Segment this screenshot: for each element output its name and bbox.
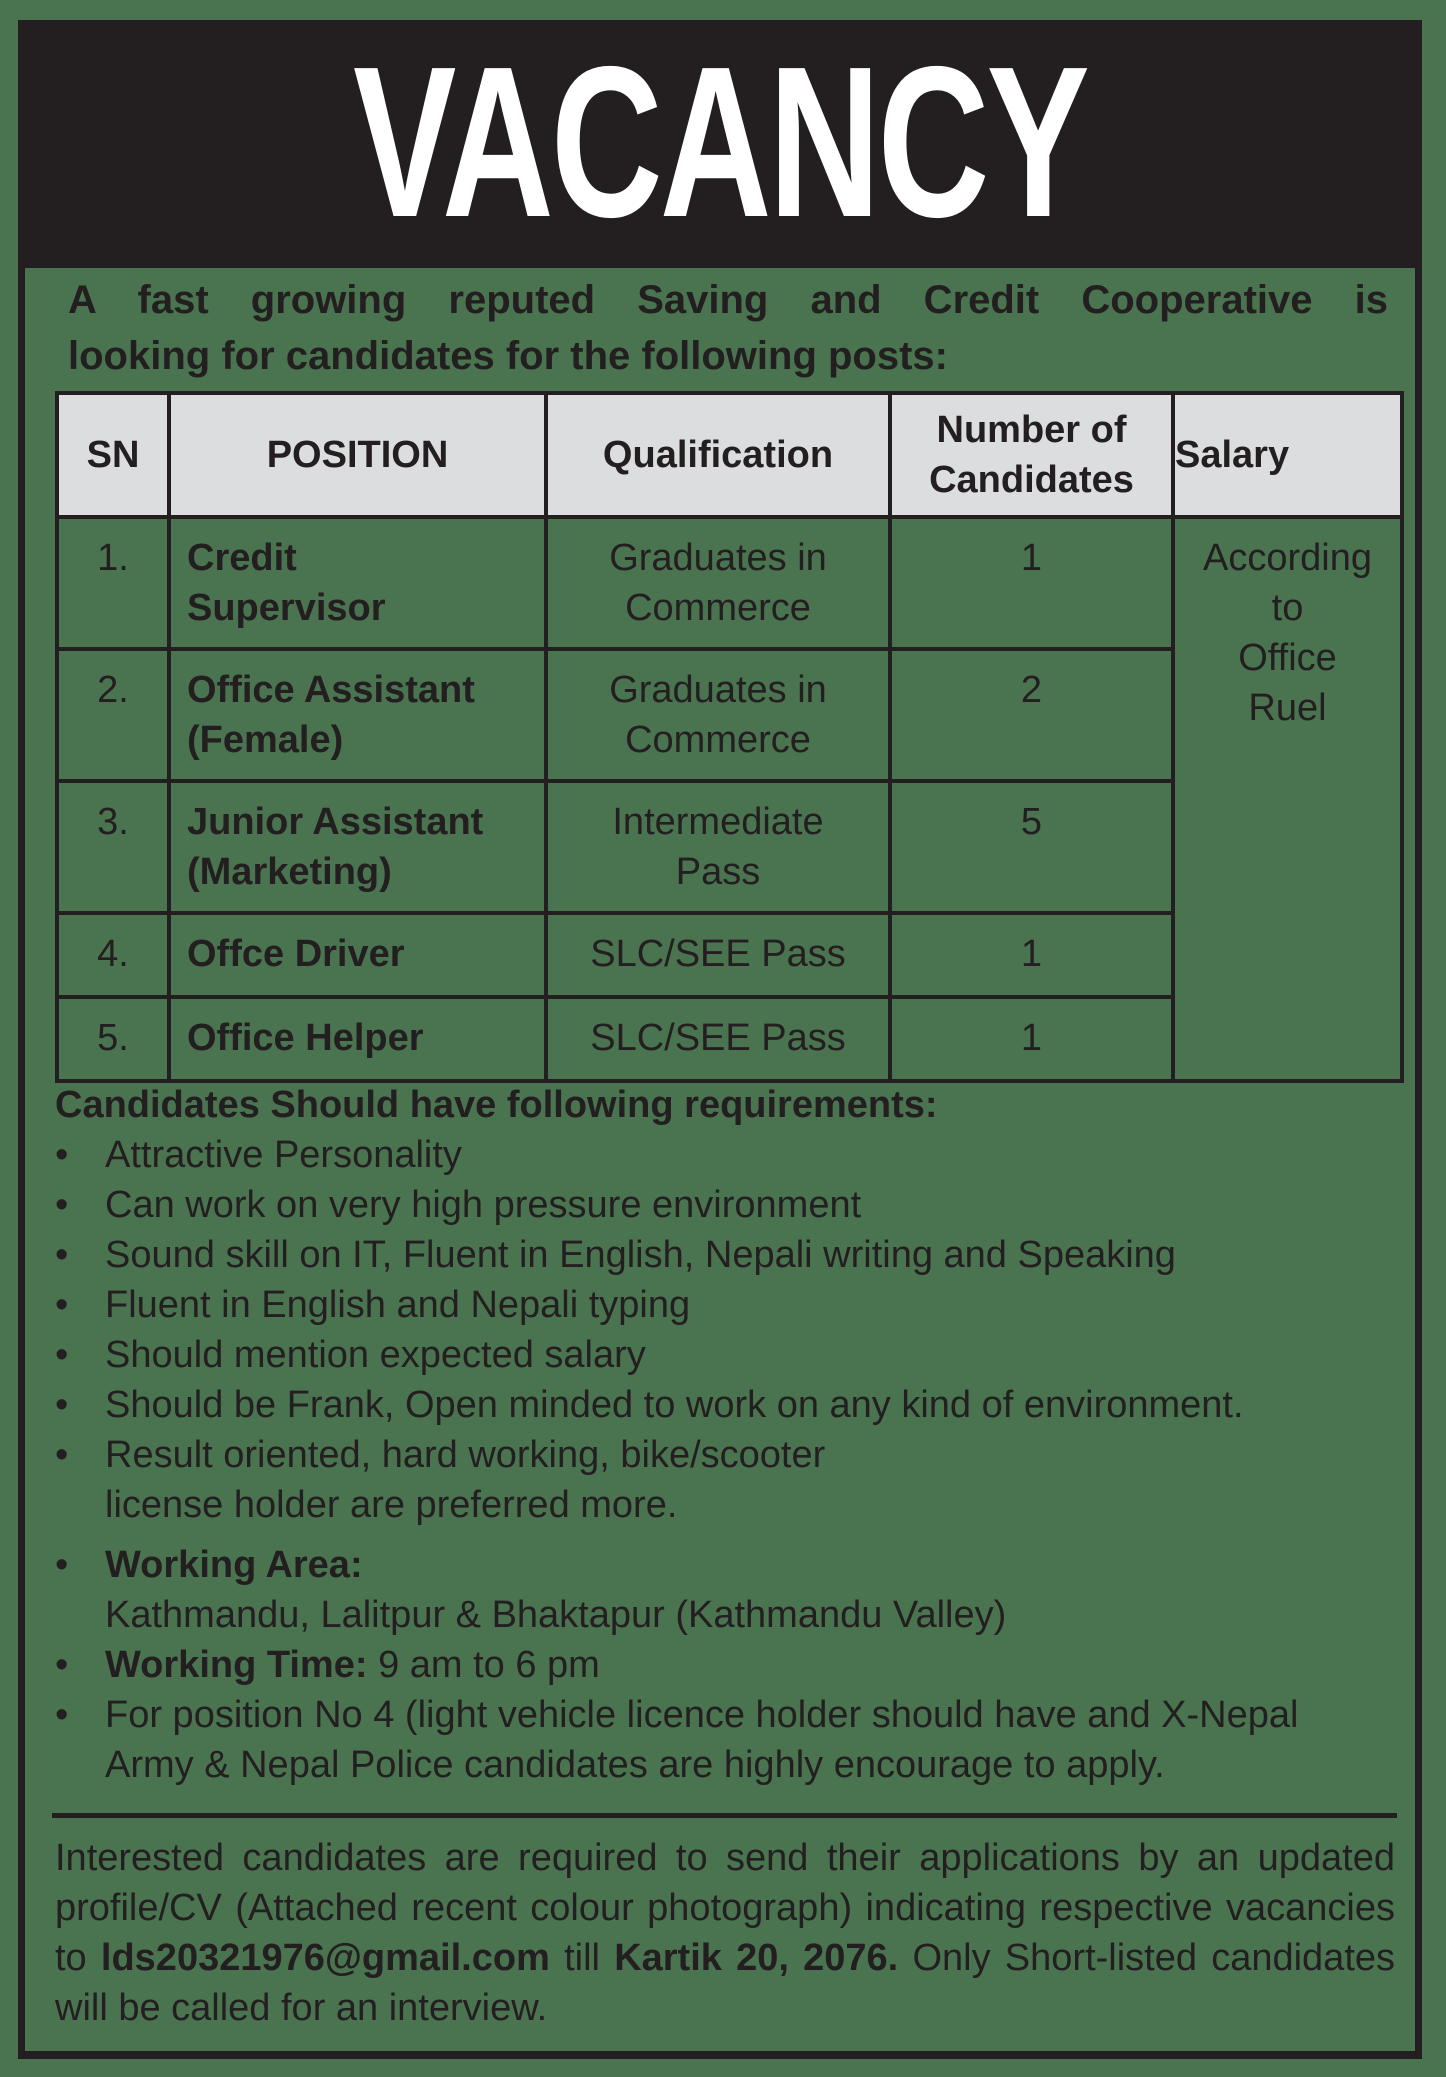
row-qualification: [546, 781, 890, 913]
requirement-text: Can work on very high pressure environment: [105, 1184, 862, 1226]
salary-line-2: to: [1271, 587, 1304, 629]
deadline-date: Kartik 20, 2076.: [614, 1937, 899, 1979]
list-item-working-time: [55, 1640, 1405, 1690]
row-qualification: [546, 517, 890, 649]
row-sn: 5.: [57, 997, 169, 1081]
list-item-working-area: [55, 1540, 1405, 1640]
position-line-1: Credit: [187, 537, 297, 579]
row-qualification: SLC/SEE Pass: [546, 913, 890, 997]
working-area-value: Kathmandu, Lalitpur & Bhaktapur (Kathmandu Valley): [105, 1594, 1007, 1636]
qualification-line-2: Commerce: [625, 719, 811, 761]
requirement-text: Fluent in English and Nepali typing: [105, 1284, 691, 1326]
row-sn: 2.: [57, 649, 169, 781]
position-line-1: Junior Assistant: [187, 801, 484, 843]
bullet-icon: •: [55, 1544, 69, 1586]
list-item: [55, 1130, 1405, 1180]
table-header-row: [57, 393, 1402, 517]
row-position: Office Helper: [169, 997, 546, 1081]
qualification-line-1: Graduates in: [609, 669, 827, 711]
row-count: 5: [890, 781, 1173, 913]
requirement-text: Sound skill on IT, Fluent in English, Nepali writing and Speaking: [105, 1234, 1176, 1276]
requirement-text-continued: license holder are preferred more.: [105, 1484, 678, 1526]
requirements-list: [55, 1130, 1405, 1790]
application-paragraph: [55, 1833, 1395, 2033]
row-qualification: [546, 649, 890, 781]
row-sn: 3.: [57, 781, 169, 913]
vacancy-table: [55, 391, 1404, 1083]
working-time-label: Working Time:: [105, 1644, 368, 1686]
section-divider: [52, 1813, 1397, 1818]
position-4-note-line-1: For position No 4 (light vehicle licence holder should have and X-Nepal: [105, 1694, 1299, 1736]
header-sn: SN: [57, 393, 169, 517]
bullet-icon: •: [55, 1694, 69, 1736]
header-number-of-candidates: [890, 393, 1173, 517]
position-line-2: (Marketing): [187, 851, 392, 893]
list-item: [55, 1380, 1405, 1430]
requirement-text: Should be Frank, Open minded to work on any kind of environment.: [105, 1384, 1244, 1426]
row-position: Offce Driver: [169, 913, 546, 997]
row-count: 1: [890, 517, 1173, 649]
salary-line-3: Office: [1238, 637, 1337, 679]
row-count: 2: [890, 649, 1173, 781]
list-item: [55, 1280, 1405, 1330]
row-position: [169, 649, 546, 781]
header-number-line-2: Candidates: [929, 459, 1134, 501]
row-position: [169, 781, 546, 913]
instructions-text: Only Short-listed candidates will be called for an interview.: [55, 1937, 1396, 2029]
intro-line-1: A fast growing reputed Saving and Credit Cooperative is: [68, 278, 1388, 322]
header-salary: Salary: [1173, 393, 1402, 517]
list-item: [55, 1180, 1405, 1230]
requirements-title: Candidates Should have following requirements:: [55, 1084, 938, 1126]
position-4-note-line-2: Army & Nepal Police candidates are highly encourage to apply.: [105, 1744, 1165, 1786]
header-number-line-1: Number of: [936, 409, 1127, 451]
salary-line-1: According: [1203, 537, 1372, 579]
bullet-icon: •: [55, 1134, 69, 1176]
qualification-line-2: Pass: [675, 851, 761, 893]
row-sn: 1.: [57, 517, 169, 649]
list-item-position-4: [55, 1690, 1405, 1790]
working-area-label: Working Area:: [105, 1544, 363, 1586]
row-count: 1: [890, 913, 1173, 997]
requirement-text: Should mention expected salary: [105, 1334, 646, 1376]
bullet-icon: •: [55, 1384, 69, 1426]
bullet-icon: •: [55, 1284, 69, 1326]
requirement-text: Attractive Personality: [105, 1134, 462, 1176]
qualification-line-1: Intermediate: [612, 801, 824, 843]
instructions-text: till: [549, 1937, 615, 1979]
qualification-line-1: Graduates in: [609, 537, 827, 579]
list-item: [55, 1230, 1405, 1280]
instructions-text: Interested candidates are required to send their applications by an updated profile/CV (Attached recent colour photograph) indicating respective vacancies to: [55, 1837, 1395, 1979]
list-item: [55, 1330, 1405, 1380]
position-line-2: (Female): [187, 719, 344, 761]
application-instructions: [55, 1833, 1395, 2033]
header-position: POSITION: [169, 393, 546, 517]
intro-line-2: looking for candidates for the following posts:: [68, 334, 948, 378]
header-qualification: Qualification: [546, 393, 890, 517]
email-link[interactable]: lds20321976@gmail.com: [100, 1937, 550, 1979]
row-qualification: SLC/SEE Pass: [546, 997, 890, 1081]
salary-line-4: Ruel: [1248, 687, 1327, 729]
requirement-text: Result oriented, hard working, bike/scooter: [105, 1434, 826, 1476]
list-item: [55, 1430, 1405, 1530]
bullet-icon: •: [55, 1234, 69, 1276]
bullet-icon: •: [55, 1434, 69, 1476]
bullet-icon: •: [55, 1334, 69, 1376]
page-title: VACANCY: [353, 21, 1087, 262]
intro-text: [68, 272, 1388, 384]
row-position: [169, 517, 546, 649]
bullet-icon: •: [55, 1644, 69, 1686]
qualification-line-2: Commerce: [625, 587, 811, 629]
position-line-2: Supervisor: [187, 587, 386, 629]
requirements-section: [55, 1080, 1405, 1790]
bullet-icon: •: [55, 1184, 69, 1226]
salary-cell: [1173, 517, 1402, 1081]
row-count: 1: [890, 997, 1173, 1081]
table-row: [57, 517, 1402, 649]
row-sn: 4.: [57, 913, 169, 997]
working-time-value: 9 am to 6 pm: [367, 1644, 600, 1686]
position-line-1: Office Assistant: [187, 669, 475, 711]
